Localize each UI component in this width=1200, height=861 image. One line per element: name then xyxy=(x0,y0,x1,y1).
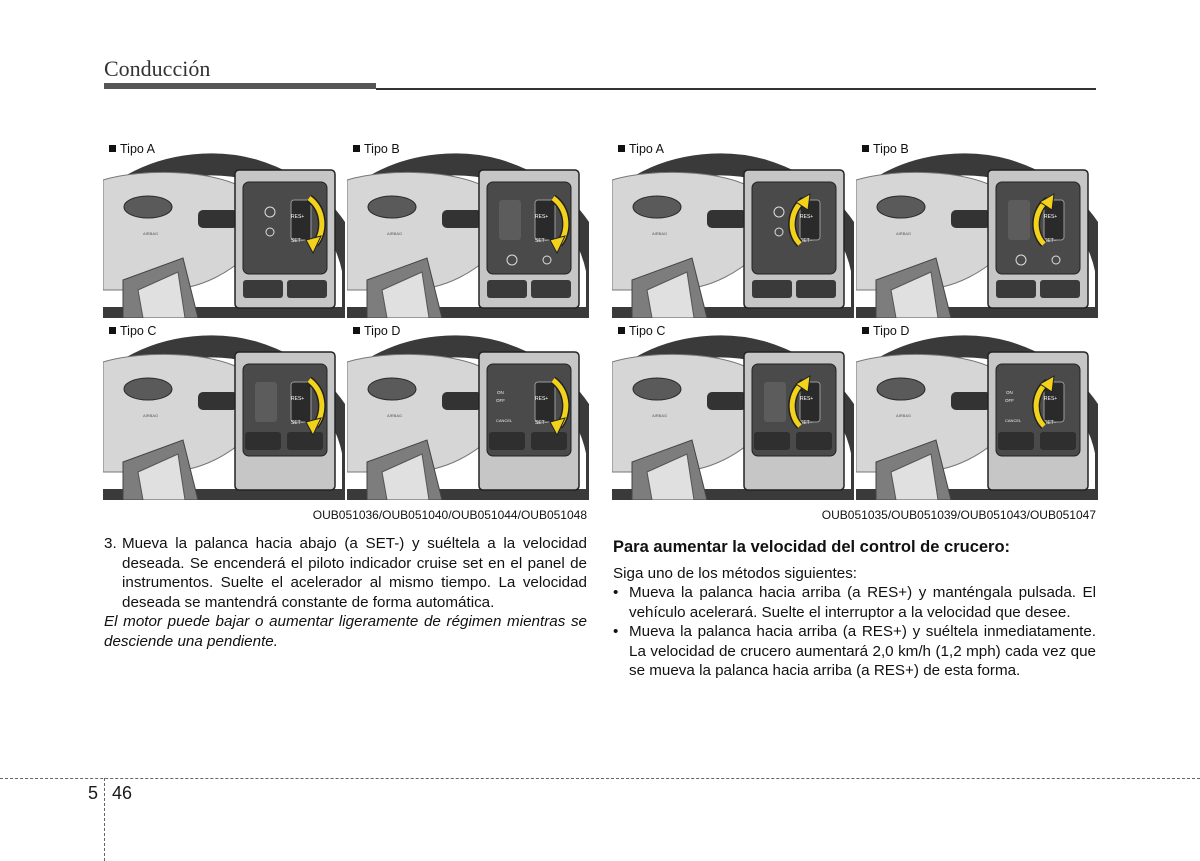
switch-blank xyxy=(1008,200,1030,240)
steering-wheel-illustration xyxy=(103,322,345,500)
switch-blank xyxy=(499,200,521,240)
lower-button-right xyxy=(531,432,567,450)
on-label: ON xyxy=(497,390,504,395)
set-label: SET− xyxy=(535,238,548,244)
steering-wheel-illustration xyxy=(103,140,345,318)
steering-wheel-illustration xyxy=(856,322,1098,500)
list-item xyxy=(613,622,1096,681)
panel-tipo-b xyxy=(347,140,589,318)
airbag-label: AIRBAG xyxy=(652,231,668,236)
lower-button-right xyxy=(531,280,571,298)
panel-tipo-a xyxy=(103,140,345,318)
panel-label: Tipo B xyxy=(364,142,400,156)
horn-pad-icon xyxy=(633,196,681,218)
bullet-text: Mueva la palanca hacia arriba (a RES+) y manténgala pulsada. El vehículo acelerará. Suelte el interruptor a la velocidad que desee. xyxy=(629,584,1096,621)
panel-tipo-c xyxy=(103,322,345,500)
lower-button-left xyxy=(996,280,1036,298)
lower-button-left xyxy=(489,432,525,450)
panel-label: Tipo C xyxy=(629,324,666,338)
res-label: RES+ xyxy=(535,214,549,220)
square-bullet-icon xyxy=(618,327,625,334)
lower-button-left xyxy=(752,280,792,298)
set-label: SET− xyxy=(535,420,548,426)
square-bullet-icon xyxy=(109,145,116,152)
steering-wheel-illustration xyxy=(612,140,854,318)
square-bullet-icon xyxy=(862,145,869,152)
airbag-label: AIRBAG xyxy=(896,413,912,418)
bullet-dot-icon: • xyxy=(613,623,619,640)
panel-label: Tipo D xyxy=(873,324,910,338)
bullet-text: Mueva la palanca hacia arriba (a RES+) y suéltela inmediatamente. La velocidad de crucero aumentará 2,0 km/h (1,2 mph) cada vez que se mueva la palanca hacia arriba (a RES+) de esta forma. xyxy=(629,623,1096,679)
square-bullet-icon xyxy=(109,327,116,334)
set-label: SET− xyxy=(1044,238,1057,244)
off-label: OFF xyxy=(1005,398,1014,403)
figure-caption: OUB051035/OUB051039/OUB051043/OUB051047 xyxy=(821,508,1096,522)
switch-blank xyxy=(764,382,786,422)
panel-label: Tipo D xyxy=(364,324,401,338)
cancel-label: CANCEL xyxy=(496,418,513,423)
horn-pad-icon xyxy=(877,196,925,218)
left-column xyxy=(104,534,587,651)
horn-pad-icon xyxy=(124,378,172,400)
panel-label: Tipo A xyxy=(629,142,664,156)
lower-button-right xyxy=(287,280,327,298)
panel-tipo-b xyxy=(856,140,1098,318)
intro-text: Siga uno de los métodos siguientes: xyxy=(613,564,858,582)
switch-blank xyxy=(255,382,277,422)
cancel-label: CANCEL xyxy=(1005,418,1022,423)
lower-button-left xyxy=(243,280,283,298)
chapter-title: Conducción xyxy=(104,56,211,81)
panel-label: Tipo A xyxy=(120,142,155,156)
res-set-lever xyxy=(535,200,555,240)
figure-set-speed xyxy=(103,140,587,506)
res-set-lever xyxy=(291,200,311,240)
set-label: SET− xyxy=(800,238,813,244)
lower-button-right xyxy=(1040,280,1080,298)
lower-button-right xyxy=(796,280,836,298)
footer-vertical-divider xyxy=(104,778,105,861)
panel-tipo-c xyxy=(612,322,854,500)
panel-tipo-a xyxy=(612,140,854,318)
res-label: RES+ xyxy=(800,214,814,220)
steering-wheel-illustration xyxy=(347,140,589,318)
header-rule-thick xyxy=(104,83,376,89)
panel-tipo-d xyxy=(347,322,589,500)
section-heading: Para aumentar la velocidad del control de crucero: xyxy=(613,538,1011,556)
cruise-lever-stalk xyxy=(442,392,482,410)
numbered-step xyxy=(104,534,587,612)
res-label: RES+ xyxy=(291,396,305,402)
italic-note: El motor puede bajar o aumentar ligeramente de régimen mientras se desciende una pendiente. xyxy=(104,613,587,650)
airbag-label: AIRBAG xyxy=(652,413,668,418)
panel-label: Tipo C xyxy=(120,324,157,338)
res-set-lever xyxy=(291,382,311,422)
set-label: SET− xyxy=(1044,420,1057,426)
list-item xyxy=(613,583,1096,622)
lower-button-left xyxy=(487,280,527,298)
airbag-label: AIRBAG xyxy=(143,231,159,236)
horn-pad-icon xyxy=(368,378,416,400)
horn-pad-icon xyxy=(877,378,925,400)
cruise-lever-stalk xyxy=(707,210,747,228)
steering-wheel-illustration xyxy=(347,322,589,500)
cruise-lever-stalk xyxy=(198,392,238,410)
set-label: SET− xyxy=(800,420,813,426)
lower-button-left xyxy=(754,432,790,450)
square-bullet-icon xyxy=(618,145,625,152)
step-text: Mueva la palanca hacia abajo (a SET-) y suéltela a la velocidad deseada. Se encenderá el piloto indicador cruise set en el panel de instrumentos. Suelte el acelerador al mismo tiempo. La velocidad deseada se mantendrá constante de forma automática. xyxy=(122,535,587,611)
panel-tipo-d xyxy=(856,322,1098,500)
switch-panel xyxy=(243,182,327,274)
steering-wheel-illustration xyxy=(856,140,1098,318)
on-label: ON xyxy=(1006,390,1013,395)
off-label: OFF xyxy=(496,398,505,403)
figure-increase-speed xyxy=(612,140,1096,506)
set-label: SET− xyxy=(291,238,304,244)
lower-button-right xyxy=(796,432,832,450)
set-label: SET− xyxy=(291,420,304,426)
lower-button-right xyxy=(1040,432,1076,450)
res-label: RES+ xyxy=(535,396,549,402)
cruise-lever-stalk xyxy=(951,210,991,228)
res-label: RES+ xyxy=(1044,396,1058,402)
horn-pad-icon xyxy=(633,378,681,400)
bullet-dot-icon: • xyxy=(613,584,619,601)
step-number: 3. xyxy=(104,535,117,552)
header-rule-thin xyxy=(376,88,1096,90)
right-column xyxy=(613,538,1096,681)
res-label: RES+ xyxy=(1044,214,1058,220)
lower-button-right xyxy=(287,432,323,450)
square-bullet-icon xyxy=(353,145,360,152)
cruise-lever-stalk xyxy=(707,392,747,410)
horn-pad-icon xyxy=(368,196,416,218)
cruise-lever-stalk xyxy=(198,210,238,228)
res-label: RES+ xyxy=(291,214,305,220)
airbag-label: AIRBAG xyxy=(143,413,159,418)
section-number: 5 xyxy=(88,783,99,803)
horn-pad-icon xyxy=(124,196,172,218)
square-bullet-icon xyxy=(353,327,360,334)
panel-label: Tipo B xyxy=(873,142,909,156)
lower-button-left xyxy=(998,432,1034,450)
lower-button-left xyxy=(245,432,281,450)
steering-wheel-illustration xyxy=(612,322,854,500)
airbag-label: AIRBAG xyxy=(387,231,403,236)
square-bullet-icon xyxy=(862,327,869,334)
footer-divider xyxy=(0,778,1200,779)
figure-caption: OUB051036/OUB051040/OUB051044/OUB051048 xyxy=(312,508,587,522)
cruise-lever-stalk xyxy=(442,210,482,228)
airbag-label: AIRBAG xyxy=(896,231,912,236)
res-label: RES+ xyxy=(800,396,814,402)
cruise-lever-stalk xyxy=(951,392,991,410)
res-set-lever xyxy=(535,382,555,422)
page-number: 46 xyxy=(112,783,133,803)
airbag-label: AIRBAG xyxy=(387,413,403,418)
